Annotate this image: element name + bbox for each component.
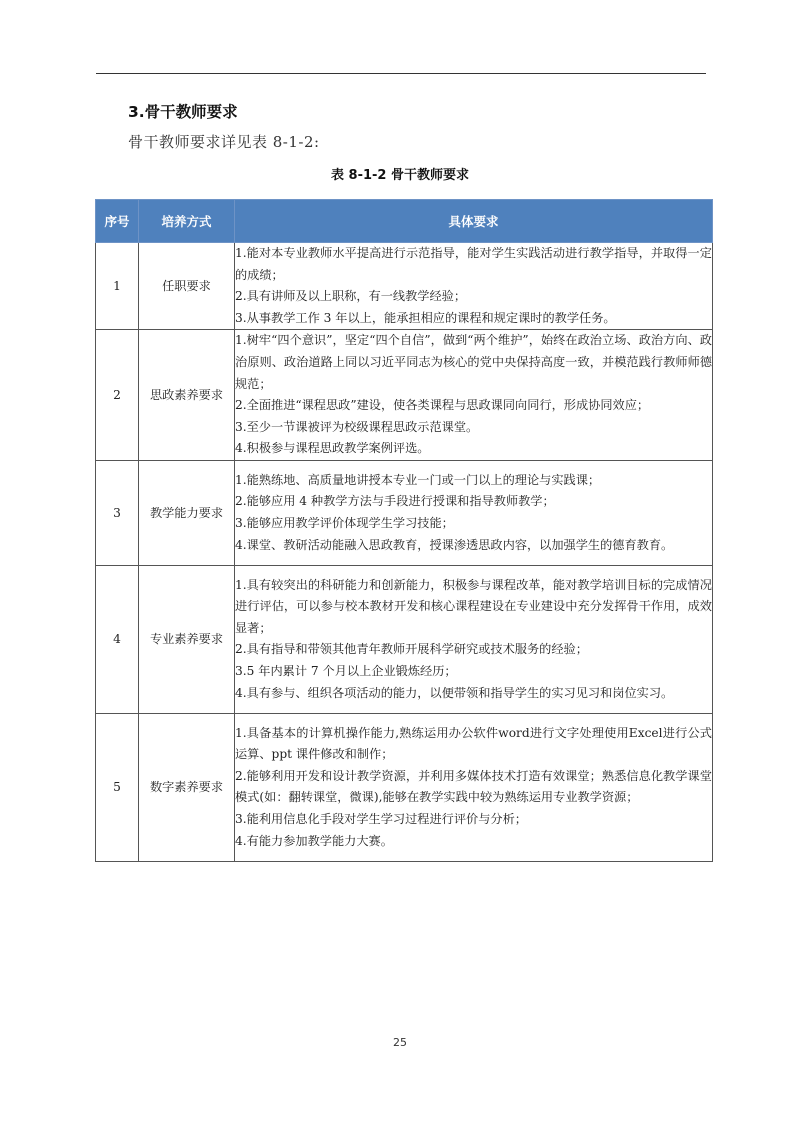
header-rule — [96, 73, 706, 74]
detail-item: 2.全面推进“课程思政”建设，使各类课程与思政课同向同行，形成协同效应； — [235, 398, 650, 413]
requirements-table — [95, 199, 713, 862]
table-row — [96, 565, 713, 713]
table-row — [96, 330, 713, 461]
row-detail — [235, 460, 713, 565]
row-mode: 数字素养要求 — [139, 713, 235, 861]
page-number: 25 — [393, 1036, 407, 1049]
row-number: 2 — [96, 330, 139, 461]
detail-item: 3.能利用信息化手段对学生学习过程进行评价与分析； — [235, 812, 527, 827]
detail-item: 3.能够应用教学评价体现学生学习技能； — [235, 515, 454, 530]
row-detail — [235, 565, 713, 713]
table-caption: 表 8-1-2 骨干教师要求 — [331, 168, 469, 183]
detail-item: 4.积极参与课程思政教学案例评选。 — [235, 441, 430, 456]
detail-item: 1.具有较突出的科研能力和创新能力，积极参与课程改革，能对教学培训目标的完成情况进行评估，可以参与校本教材开发和核心课程建设在专业建设中充分发挥骨干作用，成效显著； — [235, 577, 712, 635]
row-mode: 思政素养要求 — [139, 330, 235, 461]
column-header-number: 序号 — [96, 200, 139, 243]
row-number: 1 — [96, 243, 139, 330]
detail-item: 1.树牢“四个意识”，坚定“四个自信”，做到“两个维护”，始终在政治立场、政治方向、政治原则、政治道路上同以习近平同志为核心的党中央保持高度一致，并模范践行教师师德规范； — [235, 333, 712, 391]
detail-item: 3.从事教学工作 3 年以上，能承担相应的课程和规定课时的教学任务。 — [235, 310, 616, 325]
detail-item: 4.有能力参加教学能力大赛。 — [235, 833, 393, 848]
detail-item: 1.具备基本的计算机操作能力,熟练运用办公软件word进行文字处理使用Excel进行公式运算、ppt 课件修改和制作； — [235, 725, 712, 762]
detail-item: 4.具有参与、组织各项活动的能力，以便带领和指导学生的实习见习和岗位实习。 — [235, 685, 674, 700]
column-header-mode: 培养方式 — [139, 200, 235, 243]
detail-item: 3.5 年内累计 7 个月以上企业锻炼经历； — [235, 664, 457, 679]
table-header-row — [96, 200, 713, 243]
detail-item: 1.能熟练地、高质量地讲授本专业一门或一门以上的理论与实践课； — [235, 472, 601, 487]
detail-item: 2.具有讲师及以上职称，有一线教学经验； — [235, 289, 467, 304]
row-detail — [235, 330, 713, 461]
detail-item: 1.能对本专业教师水平提高进行示范指导，能对学生实践活动进行教学指导，并取得一定的成绩； — [235, 246, 712, 282]
detail-item: 2.能够应用 4 种教学方法与手段进行授课和指导教师教学； — [235, 494, 555, 509]
row-number: 4 — [96, 565, 139, 713]
row-mode: 任职要求 — [139, 243, 235, 330]
detail-item: 2.能够利用开发和设计教学资源，并利用多媒体技术打造有效课堂；熟悉信息化教学课堂模式(如：翻转课堂，微课),能够在教学实践中较为熟练运用专业教学资源； — [235, 768, 712, 805]
table-row — [96, 243, 713, 330]
row-number: 5 — [96, 713, 139, 861]
detail-item: 3.至少一节课被评为校级课程思政示范课堂。 — [235, 419, 479, 434]
row-mode: 教学能力要求 — [139, 460, 235, 565]
row-number: 3 — [96, 460, 139, 565]
table-row — [96, 460, 713, 565]
detail-item: 2.具有指导和带领其他青年教师开展科学研究或技术服务的经验； — [235, 642, 588, 657]
table-row — [96, 713, 713, 861]
row-mode: 专业素养要求 — [139, 565, 235, 713]
section-heading: 3.骨干教师要求 — [128, 103, 238, 121]
column-header-detail: 具体要求 — [235, 200, 713, 243]
intro-text: 骨干教师要求详见表 8-1-2: — [128, 133, 320, 151]
row-detail — [235, 713, 713, 861]
detail-item: 4.课堂、教研活动能融入思政教育，授课渗透思政内容，以加强学生的德育教育。 — [235, 537, 674, 552]
row-detail — [235, 243, 713, 330]
